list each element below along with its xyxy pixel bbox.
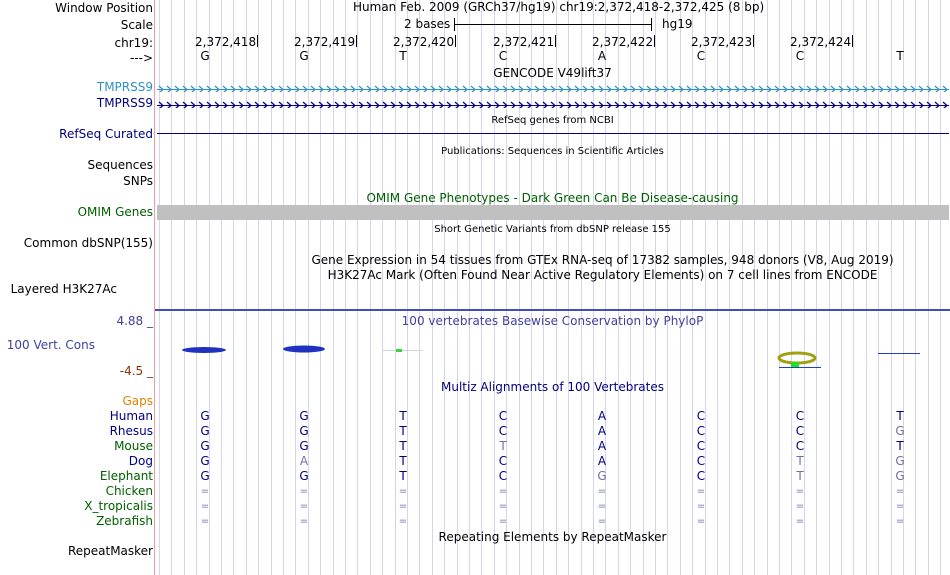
sequences-label[interactable]: Sequences — [87, 158, 153, 172]
alignment-base: G — [299, 424, 309, 438]
phylop-svg — [155, 340, 950, 375]
alignment-base: T — [896, 409, 904, 423]
alignment-base: T — [399, 439, 407, 453]
alignment-base: G — [895, 424, 905, 438]
alignment-base: = — [597, 486, 607, 497]
alignment-base: = — [597, 501, 607, 512]
sequence-base: A — [597, 49, 607, 63]
phylop-label[interactable]: 100 Vert. Cons — [6, 338, 95, 352]
gene-label-tmprss9-1[interactable]: TMPRSS9 — [96, 80, 153, 94]
alignment-base: A — [299, 454, 309, 468]
phylop-mark-t-end — [878, 353, 920, 354]
omim-title: OMIM Gene Phenotypes - Dark Green Can Be Disease-causing — [366, 191, 739, 205]
alignment-base: G — [200, 424, 210, 438]
alignment-base: = — [795, 516, 805, 527]
alignment-base: A — [597, 424, 607, 438]
sequence-base: T — [399, 49, 407, 63]
alignment-base: T — [796, 454, 804, 468]
alignment-base: = — [895, 501, 905, 512]
h3k27-title: H3K27Ac Mark (Often Found Near Active Regulatory Elements) on 7 cell lines from ENCODE — [327, 268, 878, 282]
alignment-base: C — [498, 409, 508, 423]
alignment-base: C — [498, 424, 508, 438]
sequence-base: C — [498, 49, 508, 63]
alignment-base: = — [498, 501, 508, 512]
scale-value: 2 bases — [404, 17, 451, 31]
alignment-base: C — [498, 454, 508, 468]
alignment-base: = — [299, 486, 309, 497]
strand-arrow-label[interactable]: ---> — [129, 51, 153, 65]
coordinate-label: 2,372,422 — [592, 35, 654, 49]
alignment-base: C — [795, 409, 805, 423]
alignment-base: A — [597, 409, 607, 423]
alignment-base: = — [696, 516, 706, 527]
label-separator[interactable] — [154, 0, 155, 575]
assembly-name: Human Feb. 2009 (GRCh37/hg19) — [353, 0, 556, 14]
alignment-base: C — [696, 439, 706, 453]
alignment-base: = — [200, 516, 210, 527]
scale-bar-right-end — [651, 18, 652, 31]
sequence-base: C — [696, 49, 706, 63]
species-label[interactable]: Zebrafish — [96, 514, 153, 528]
alignment-base: = — [299, 516, 309, 527]
alignment-base: = — [895, 486, 905, 497]
coordinate-label: 2,372,420 — [393, 35, 455, 49]
alignment-base: = — [696, 486, 706, 497]
alignment-base: G — [597, 469, 607, 483]
coordinate-tick — [455, 35, 456, 47]
alignment-base: = — [200, 501, 210, 512]
h3k27-baseline — [155, 309, 950, 311]
h3k27-label[interactable]: Layered H3K27Ac — [10, 282, 117, 296]
alignment-base: C — [696, 409, 706, 423]
chrom-label[interactable]: chr19: — [114, 36, 153, 50]
coordinate-tick — [555, 35, 556, 47]
alignment-base: = — [498, 516, 508, 527]
omim-bar[interactable] — [157, 205, 949, 220]
alignment-base: G — [299, 439, 309, 453]
alignment-base: = — [299, 501, 309, 512]
alignment-base: T — [796, 469, 804, 483]
species-label[interactable]: Rhesus — [109, 424, 153, 438]
alignment-base: G — [299, 409, 309, 423]
gene-2-chevrons — [157, 101, 949, 108]
phylop-mark-g1 — [182, 347, 226, 353]
repeat-label[interactable]: RepeatMasker — [67, 544, 153, 558]
position-range: chr19:2,372,418-2,372,425 (8 bp) — [559, 0, 765, 14]
species-label[interactable]: Human — [109, 409, 153, 423]
sequence-base: G — [200, 49, 210, 63]
alignment-base: = — [696, 501, 706, 512]
alignment-base: = — [398, 516, 408, 527]
alignment-base: T — [399, 424, 407, 438]
db-name: hg19 — [662, 17, 693, 31]
coordinate-label: 2,372,423 — [691, 35, 753, 49]
snps-label[interactable]: SNPs — [123, 174, 153, 188]
alignment-base: G — [895, 454, 905, 468]
dbsnp-title: Short Genetic Variants from dbSNP release 155 — [434, 224, 671, 235]
sequence-base: C — [795, 49, 805, 63]
alignment-base: C — [795, 439, 805, 453]
alignment-base: T — [399, 454, 407, 468]
gencode-title: GENCODE V49lift37 — [493, 66, 612, 80]
alignment-base: T — [499, 439, 507, 453]
coordinate-tick — [852, 35, 853, 47]
phylop-min-label: -4.5 _ — [119, 364, 153, 378]
alignment-base: A — [597, 454, 607, 468]
alignment-base: T — [399, 469, 407, 483]
phylop-mark-c-line — [779, 367, 821, 368]
alignment-base: G — [200, 454, 210, 468]
assembly-title — [353, 0, 764, 15]
coordinate-label: 2,372,421 — [493, 35, 555, 49]
pubs-title: Publications: Sequences in Scientific Articles — [441, 146, 664, 157]
refseq-label[interactable]: RefSeq Curated — [59, 127, 153, 141]
alignment-base: G — [299, 469, 309, 483]
window-position-label[interactable]: Window Position — [55, 1, 153, 15]
alignment-base: = — [895, 516, 905, 527]
scale-label[interactable]: Scale — [120, 18, 153, 32]
coordinate-tick — [654, 35, 655, 47]
phylop-mark-g2 — [283, 346, 325, 353]
phylop-mark-t — [383, 350, 423, 351]
alignment-base: T — [896, 439, 904, 453]
alignment-base: C — [795, 424, 805, 438]
alignment-base: C — [696, 469, 706, 483]
alignment-base: = — [597, 516, 607, 527]
alignment-base: = — [795, 501, 805, 512]
alignment-base: G — [200, 409, 210, 423]
coordinate-tick — [753, 35, 754, 47]
alignment-base: G — [200, 439, 210, 453]
alignment-base: = — [398, 486, 408, 497]
multiz-title: Multiz Alignments of 100 Vertebrates — [440, 380, 665, 394]
coordinate-label: 2,372,419 — [294, 35, 356, 49]
species-label[interactable]: Dog — [128, 454, 153, 468]
alignment-base: T — [399, 409, 407, 423]
repeat-title: Repeating Elements by RepeatMasker — [438, 530, 667, 544]
gene-track-tmprss9-1[interactable] — [157, 83, 949, 92]
coordinate-tick — [257, 35, 258, 47]
gene-1-chevrons — [157, 85, 949, 92]
alignment-base: = — [200, 486, 210, 497]
alignment-base: G — [200, 469, 210, 483]
gaps-label[interactable]: Gaps — [122, 394, 153, 408]
phylop-mark-t-green — [396, 349, 402, 352]
refseq-title: RefSeq genes from NCBI — [491, 115, 614, 126]
phylop-mark-c — [779, 353, 815, 363]
scale-bar — [454, 24, 652, 25]
alignment-base: C — [498, 469, 508, 483]
alignment-base: G — [895, 469, 905, 483]
phylop-title: 100 vertebrates Basewise Conservation by PhyloP — [401, 314, 704, 328]
alignment-base: = — [795, 486, 805, 497]
coordinate-label: 2,372,424 — [790, 35, 852, 49]
refseq-line[interactable] — [157, 133, 949, 134]
gene-track-tmprss9-2[interactable] — [157, 99, 949, 108]
scale-bar-left-end — [454, 18, 455, 31]
coordinate-label: 2,372,418 — [195, 35, 257, 49]
sequence-base: T — [896, 49, 904, 63]
alignment-base: A — [597, 439, 607, 453]
species-label[interactable]: Mouse — [114, 439, 153, 453]
phylop-mark-c-green — [791, 362, 799, 367]
omim-label[interactable]: OMIM Genes — [77, 205, 153, 219]
dbsnp-label[interactable]: Common dbSNP(155) — [23, 236, 153, 250]
phylop-max-label: 4.88 _ — [116, 314, 153, 328]
gtex-title: Gene Expression in 54 tissues from GTEx RNA-seq of 17382 samples, 948 donors (V8, Aug 2019) — [311, 253, 894, 267]
alignment-base: = — [398, 501, 408, 512]
species-label[interactable]: X_tropicalis — [84, 499, 153, 513]
alignment-base: C — [696, 424, 706, 438]
alignment-base: C — [696, 454, 706, 468]
coordinate-tick — [356, 35, 357, 47]
gene-label-tmprss9-2[interactable]: TMPRSS9 — [96, 96, 153, 110]
sequence-base: G — [299, 49, 309, 63]
alignment-base: = — [498, 486, 508, 497]
species-label[interactable]: Chicken — [105, 484, 153, 498]
species-label[interactable]: Elephant — [99, 469, 153, 483]
